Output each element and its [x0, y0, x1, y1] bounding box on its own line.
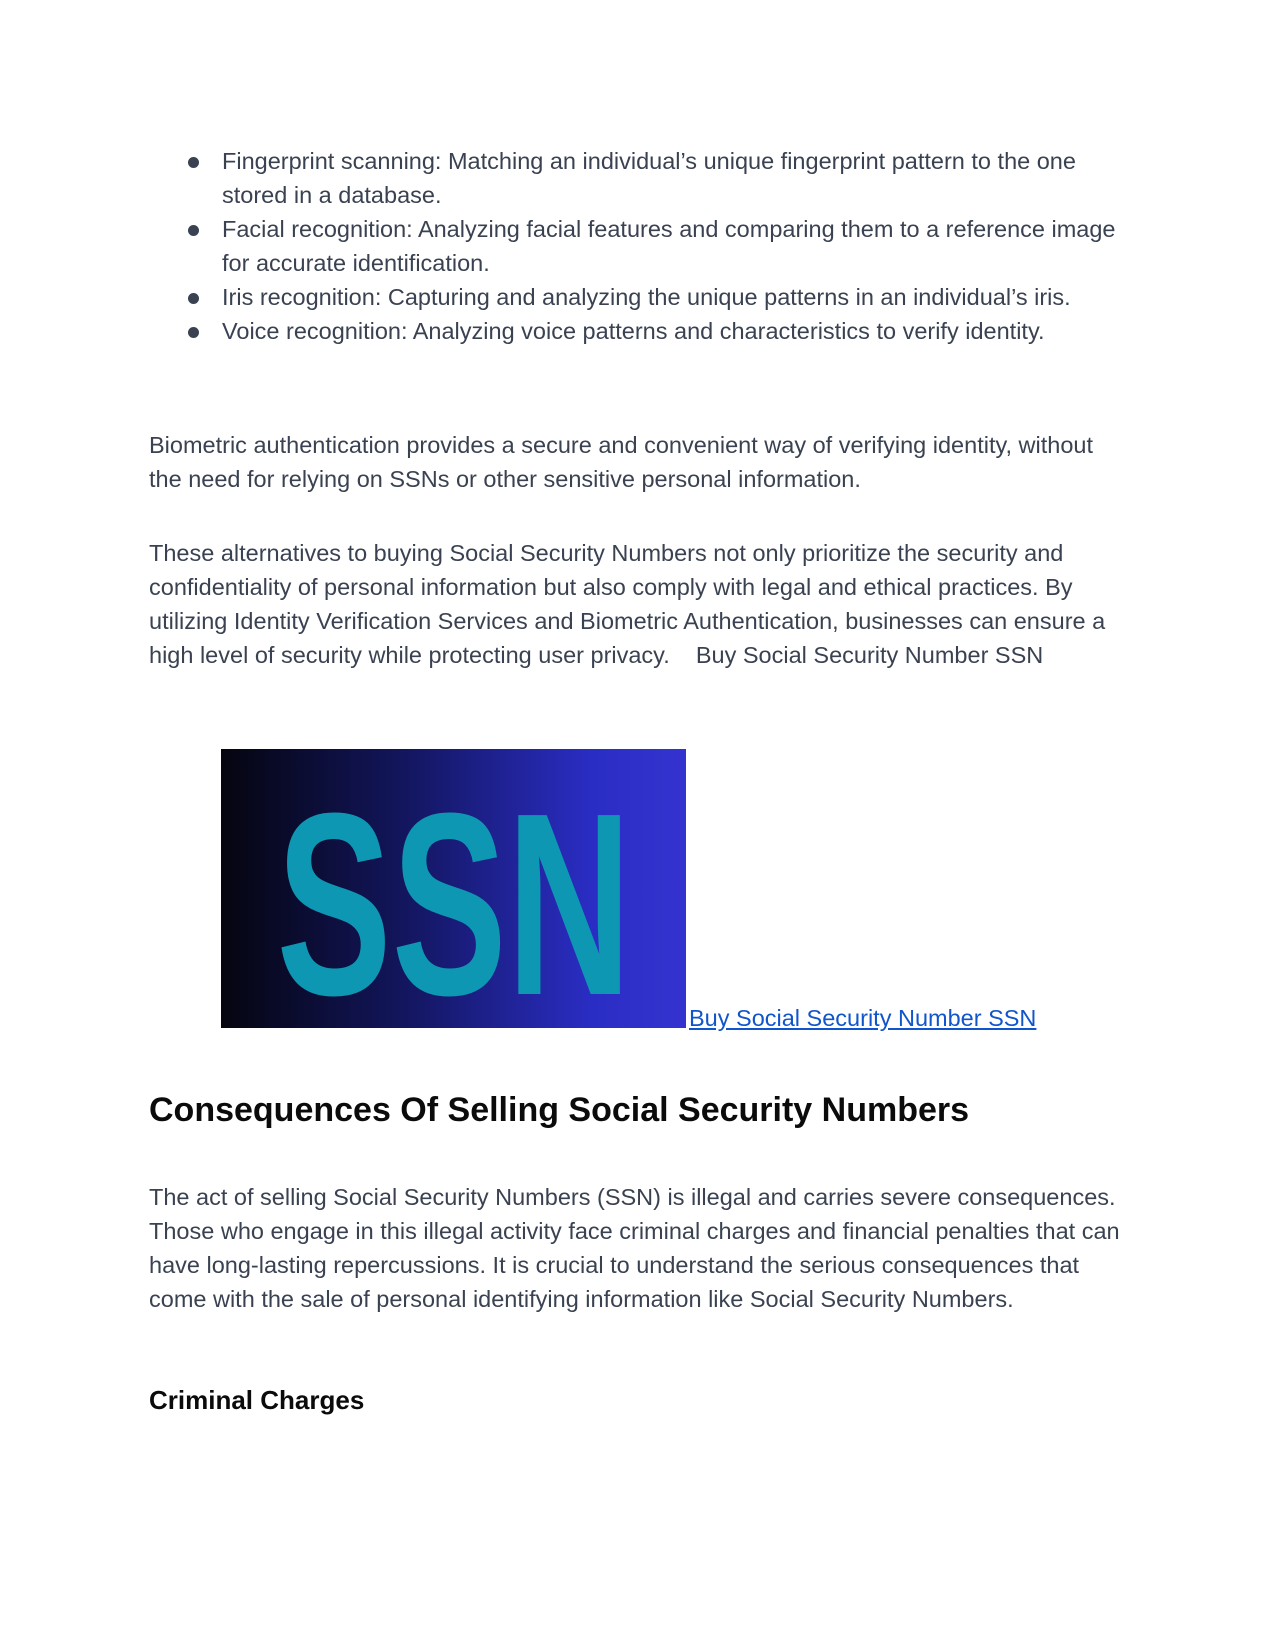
- alternatives-paragraph: [149, 536, 1129, 672]
- list-item-text: Fingerprint scanning: Matching an individual’s unique fingerprint pattern to the one stored in a database.: [222, 148, 1076, 208]
- bullet-icon: [188, 327, 199, 338]
- list-item: [0, 144, 1275, 212]
- ssn-logo-text: SSN: [276, 760, 632, 1028]
- subsection-heading: Criminal Charges: [149, 1385, 365, 1415]
- buy-ssn-link[interactable]: Buy Social Security Number SSN: [689, 1005, 1037, 1031]
- ssn-logo-image: [221, 749, 686, 1028]
- alternatives-text: These alternatives to buying Social Security Numbers not only prioritize the security and confidentiality of personal information but also comply with legal and ethical practices. By utilizing Identity Verification Services and Biometric Authentication, businesses can ensure a high level of security while protecting user privacy. Buy Social Security Number SSN: [149, 540, 1112, 668]
- bullet-icon: [188, 293, 199, 304]
- consequences-paragraph: The act of selling Social Security Numbers (SSN) is illegal and carries severe consequences. Those who engage in this illegal activity face criminal charges and financial penalties that can have long-lasting repercussions. It is crucial to understand the serious consequences that come with the sale of personal identifying information like Social Security Numbers.: [149, 1184, 1120, 1312]
- biometric-paragraph: Biometric authentication provides a secure and convenient way of verifying identity, without the need for relying on SSNs or other sensitive personal information.: [149, 432, 1093, 492]
- ssn-logo-graphic: [221, 749, 686, 1028]
- list-item: [0, 280, 1275, 314]
- list-item: [0, 212, 1275, 280]
- list-item: [0, 314, 1275, 348]
- bullet-icon: [188, 225, 199, 236]
- list-item-text: Iris recognition: Capturing and analyzing the unique patterns in an individual’s iris.: [222, 284, 1071, 310]
- ssn-figure: [221, 749, 1121, 1031]
- bullet-icon: [188, 157, 199, 168]
- biometric-methods-list: [0, 144, 1275, 348]
- section-heading: Consequences Of Selling Social Security Numbers: [149, 1091, 970, 1129]
- list-item-text: Voice recognition: Analyzing voice patterns and characteristics to verify identity.: [222, 318, 1045, 344]
- list-item-text: Facial recognition: Analyzing facial features and comparing them to a reference image for accurate identification.: [222, 216, 1116, 276]
